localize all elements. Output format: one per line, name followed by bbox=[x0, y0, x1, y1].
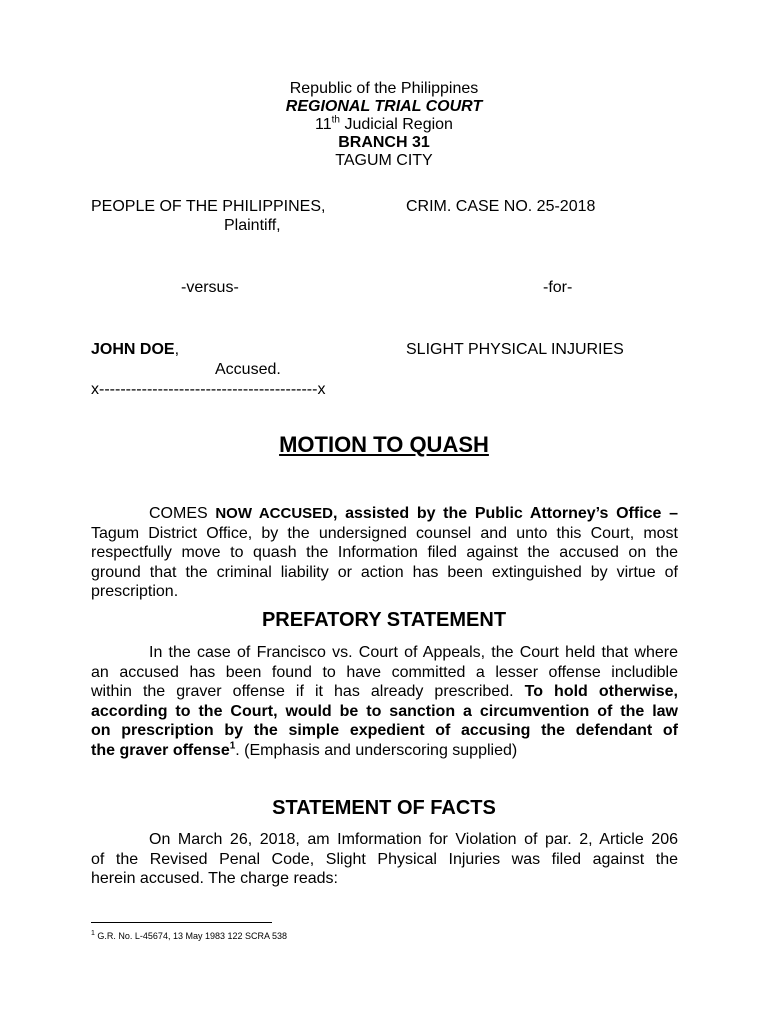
prefatory-line-3-bold: To hold otherwise, bbox=[524, 683, 678, 700]
document-title: MOTION TO QUASH bbox=[279, 432, 489, 457]
for-label: -for- bbox=[543, 279, 573, 296]
intro-line-4: ground that the criminal liability or action has been extinguished by virtue of bbox=[91, 563, 678, 581]
case-number: CRIM. CASE NO. 25-2018 bbox=[406, 198, 596, 215]
offense: SLIGHT PHYSICAL INJURIES bbox=[406, 341, 624, 358]
intro-line-1 bbox=[91, 504, 678, 524]
intro-line-3: respectfully move to quash the Information filed against the accused on the bbox=[91, 544, 678, 561]
caption-divider: x-----------------------------------------x bbox=[91, 381, 326, 398]
prefatory-line-4: according to the Court, would be to sanction a circumvention of the law bbox=[91, 702, 678, 720]
facts-line-1: On March 26, 2018, am Imformation for Violation of par. 2, Article 206 bbox=[149, 831, 678, 848]
accused-name-text: JOHN DOE bbox=[91, 341, 175, 358]
facts-line-2: of the Revised Penal Code, Slight Physical Injuries was filed against the bbox=[91, 850, 678, 868]
court-name: REGIONAL TRIAL COURT bbox=[285, 98, 483, 115]
accused-role: Accused. bbox=[215, 361, 281, 378]
region-text: Judicial Region bbox=[340, 116, 453, 133]
judicial-region bbox=[0, 116, 768, 134]
footnote bbox=[91, 931, 287, 941]
versus-label: -versus- bbox=[181, 279, 239, 296]
region-ordinal: th bbox=[331, 114, 340, 126]
branch: BRANCH 31 bbox=[338, 134, 430, 151]
intro-paragraph bbox=[91, 504, 678, 602]
prefatory-line-3-text: within the graver offense if it has already prescribed. bbox=[91, 683, 525, 700]
intro-line-5: prescription. bbox=[91, 583, 179, 600]
plaintiff-name: PEOPLE OF THE PHILIPPINES, bbox=[91, 198, 326, 215]
plaintiff-role: Plaintiff, bbox=[224, 217, 281, 234]
prefatory-line-2: an accused has been found to have committed a lesser offense includible bbox=[91, 663, 678, 681]
footnote-number: 1 bbox=[91, 930, 95, 937]
prefatory-line-5: on prescription by the simple expedient of accusing the defendant of bbox=[91, 722, 678, 739]
intro-now-accused: NOW ACCUSED bbox=[215, 505, 334, 522]
footnote-text: G.R. No. L-45674, 13 May 1983 122 SCRA 538 bbox=[94, 931, 288, 941]
accused-name bbox=[91, 340, 179, 360]
region-number: 11 bbox=[315, 116, 332, 133]
accused-comma: , bbox=[174, 341, 180, 358]
prefatory-line-6-text: . (Emphasis and underscoring supplied) bbox=[235, 741, 518, 759]
facts-heading: STATEMENT OF FACTS bbox=[272, 797, 496, 819]
intro-line-2: Tagum District Office, by the undersigned counsel and unto this Court, most bbox=[91, 524, 678, 542]
prefatory-heading: PREFATORY STATEMENT bbox=[261, 609, 507, 631]
prefatory-line-6 bbox=[91, 741, 678, 761]
footnote-rule bbox=[91, 922, 272, 923]
prefatory-line-6-bold: the graver offense bbox=[91, 741, 230, 759]
city: TAGUM CITY bbox=[335, 152, 433, 169]
republic-line: Republic of the Philippines bbox=[289, 80, 479, 97]
intro-assisted: , assisted by the Public Attorney’s Office – bbox=[333, 505, 678, 522]
prefatory-line-3 bbox=[91, 682, 678, 702]
footnote-ref[interactable]: 1 bbox=[229, 740, 236, 752]
intro-comes: COMES bbox=[149, 505, 216, 522]
prefatory-line-1: In the case of Francisco vs. Court of Appeals, the Court held that where bbox=[149, 644, 678, 661]
facts-paragraph bbox=[91, 830, 678, 889]
prefatory-paragraph bbox=[91, 643, 678, 760]
facts-line-3: herein accused. The charge reads: bbox=[91, 870, 338, 887]
